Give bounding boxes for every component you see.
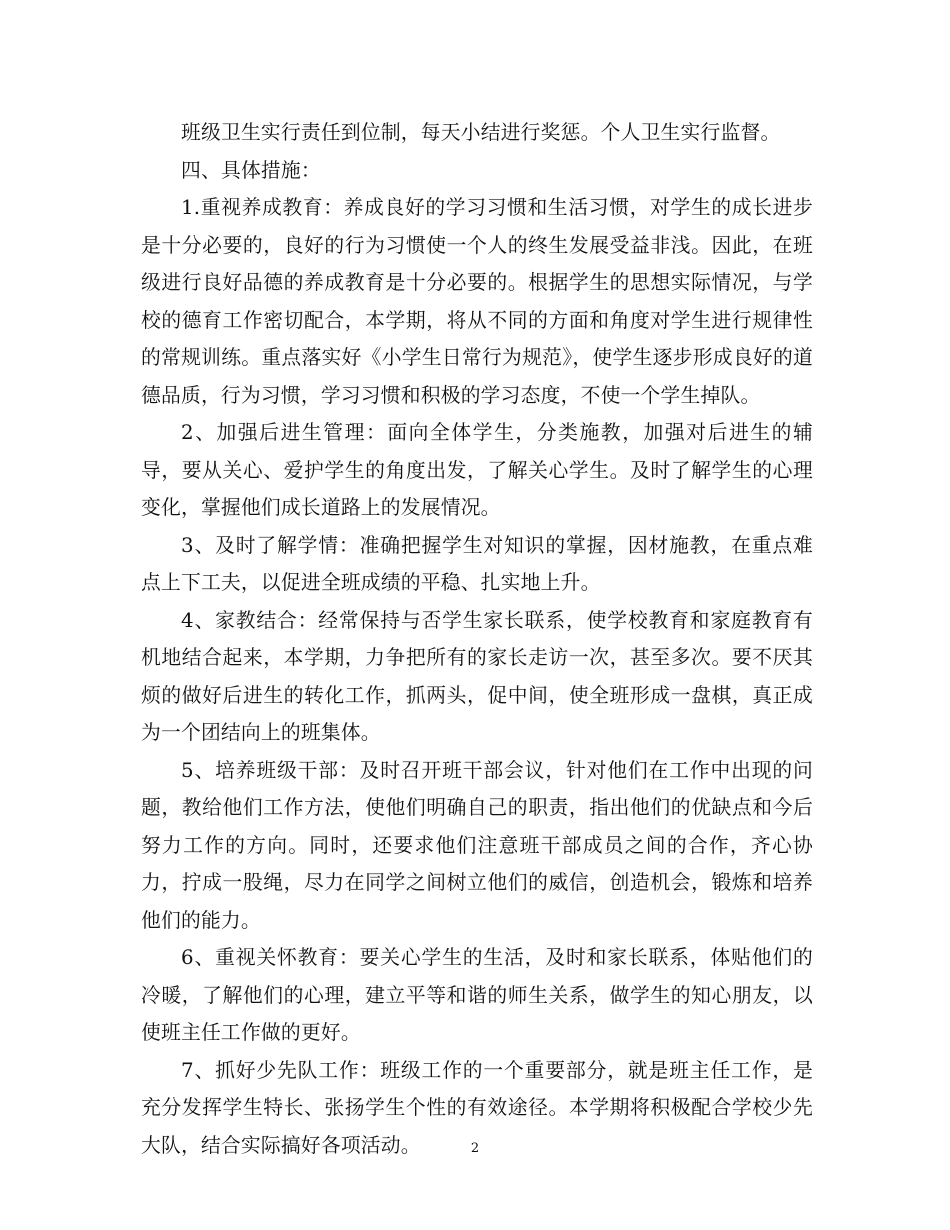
paragraph-home-school: 4、家教结合：经常保持与否学生家长联系，使学校教育和家庭教育有机地结合起来，本学期，力争把所有的家长走访一次，甚至多次。要不厌其烦的做好后进生的转化工作，抓两头，促中间，使全班形成一盘棋，真正成为一个团结向上的班集体。	[141, 608, 813, 744]
paragraph-habit-education: 1.重视养成教育：养成良好的学习习惯和生活习惯，对学生的成长进步是十分必要的，良好的行为习惯使一个人的终生发展受益非浅。因此，在班级进行良好品德的养成教育是十分必要的。根据学生的思想实际情况，与学校的德育工作密切配合，本学期，将从不同的方面和角度对学生进行规律性的常规训练。重点落实好《小学生日常行为规范》，使学生逐步形成良好的道德品质，行为习惯，学习习惯和积极的学习态度，不使一个学生掉队。	[141, 196, 813, 407]
page-number: 2	[470, 1141, 480, 1156]
paragraph-hygiene: 班级卫生实行责任到位制，每天小结进行奖惩。个人卫生实行监督。	[181, 121, 781, 144]
paragraph-underachiever-management: 2、加强后进生管理：面向全体学生，分类施教，加强对后进生的辅导，要从关心、爱护学生的角度出发，了解关心学生。及时了解学生的心理变化，掌握他们成长道路上的发展情况。	[141, 421, 813, 519]
paragraph-young-pioneers: 7、抓好少先队工作：班级工作的一个重要部分，就是班主任工作，是充分发挥学生特长、张扬学生个性的有效途径。本学期将积极配合学校少先大队，结合实际搞好各项活动。	[141, 1058, 813, 1157]
paragraph-learning-status: 3、及时了解学情：准确把握学生对知识的掌握，因材施教，在重点难点上下工夫，以促进全班成绩的平稳、扎实地上升。	[141, 533, 813, 594]
section-heading-measures: 四、具体措施：	[181, 158, 321, 182]
document-body	[141, 114, 813, 1164]
paragraph-care-education: 6、重视关怀教育：要关心学生的生活，及时和家长联系，体贴他们的冷暖，了解他们的心理，建立平等和谐的师生关系，做学生的知心朋友，以使班主任工作做的更好。	[141, 946, 813, 1044]
paragraph-class-cadres: 5、培养班级干部：及时召开班干部会议，针对他们在工作中出现的问题，教给他们工作方法，使他们明确自己的职责，指出他们的优缺点和今后努力工作的方向。同时，还要求他们注意班干部成员之间的合作，齐心协力，拧成一股绳，尽力在同学之间树立他们的威信，创造机会，锻炼和培养他们的能力。	[141, 758, 813, 932]
